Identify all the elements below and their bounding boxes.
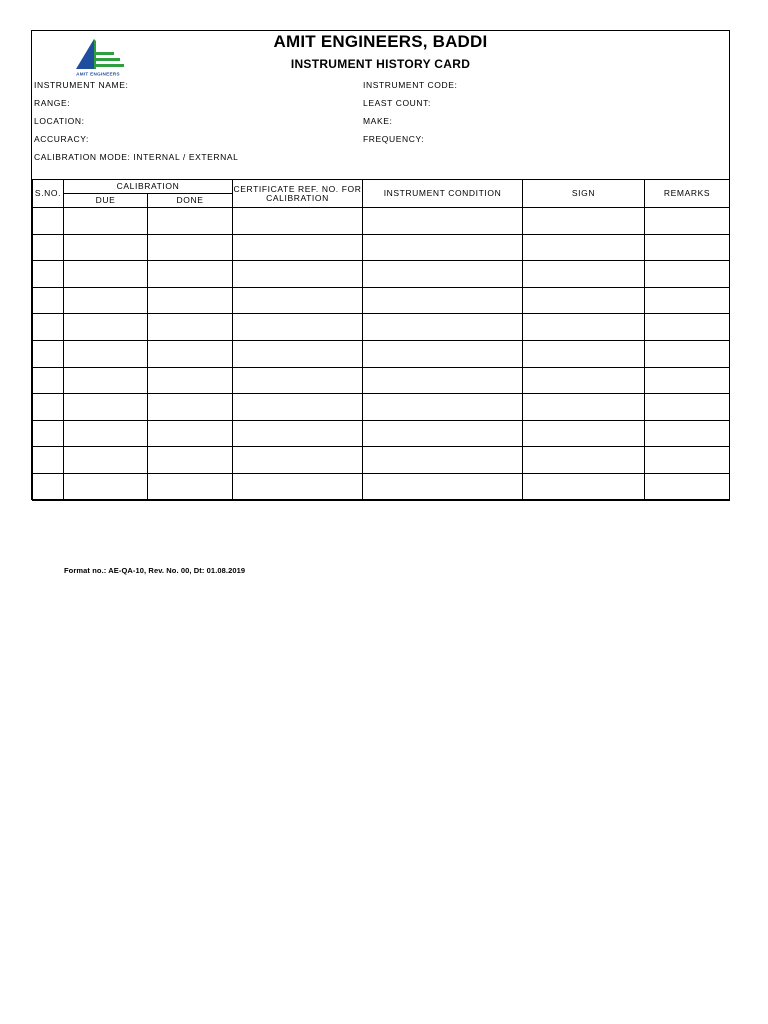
table-row — [33, 447, 730, 474]
calibration-header: CALIBRATION — [64, 180, 233, 194]
table-cell[interactable] — [233, 208, 363, 235]
certificate-header-line2: CALIBRATION — [266, 192, 329, 203]
svg-text:AMIT ENGINEERS: AMIT ENGINEERS — [76, 71, 120, 77]
table-cell[interactable] — [363, 394, 523, 421]
table-cell[interactable] — [64, 234, 148, 261]
table-row — [33, 420, 730, 447]
table-row — [33, 287, 730, 314]
table-cell[interactable] — [363, 234, 523, 261]
table-row — [33, 367, 730, 394]
make-label: MAKE: — [363, 116, 393, 126]
table-cell[interactable] — [233, 473, 363, 500]
table-cell[interactable] — [148, 420, 233, 447]
table-cell[interactable] — [148, 234, 233, 261]
table-cell[interactable] — [363, 314, 523, 341]
table-cell[interactable] — [645, 208, 730, 235]
table-cell[interactable] — [645, 394, 730, 421]
table-cell[interactable] — [33, 261, 64, 288]
table-cell[interactable] — [33, 420, 64, 447]
table-cell[interactable] — [148, 394, 233, 421]
table-cell[interactable] — [64, 287, 148, 314]
sno-header: S.NO. — [33, 180, 64, 208]
table-cell[interactable] — [523, 473, 645, 500]
table-cell[interactable] — [363, 447, 523, 474]
table-row — [33, 473, 730, 500]
table-cell[interactable] — [33, 340, 64, 367]
table-cell[interactable] — [645, 234, 730, 261]
table-cell[interactable] — [64, 394, 148, 421]
table-row — [33, 234, 730, 261]
table-row — [33, 394, 730, 421]
table-cell[interactable] — [148, 447, 233, 474]
table-cell[interactable] — [523, 394, 645, 421]
card-title: INSTRUMENT HISTORY CARD — [290, 57, 471, 71]
table-cell[interactable] — [645, 447, 730, 474]
table-cell[interactable] — [33, 447, 64, 474]
table-cell[interactable] — [33, 394, 64, 421]
table-cell[interactable] — [363, 473, 523, 500]
history-table — [32, 179, 730, 501]
table-cell[interactable] — [645, 314, 730, 341]
table-cell[interactable] — [148, 208, 233, 235]
table-cell[interactable] — [523, 367, 645, 394]
table-cell[interactable] — [64, 314, 148, 341]
table-cell[interactable] — [363, 367, 523, 394]
table-cell[interactable] — [233, 261, 363, 288]
condition-header: INSTRUMENT CONDITION — [363, 180, 523, 208]
table-cell[interactable] — [523, 314, 645, 341]
least-count-label: LEAST COUNT: — [363, 98, 431, 108]
table-cell[interactable] — [363, 420, 523, 447]
table-cell[interactable] — [645, 367, 730, 394]
table-cell[interactable] — [233, 367, 363, 394]
table-cell[interactable] — [148, 287, 233, 314]
table-cell[interactable] — [233, 314, 363, 341]
table-row — [33, 208, 730, 235]
table-cell[interactable] — [64, 340, 148, 367]
sign-header: SIGN — [523, 180, 645, 208]
instrument-code-label: INSTRUMENT CODE: — [363, 80, 458, 90]
table-cell[interactable] — [148, 367, 233, 394]
table-cell[interactable] — [523, 208, 645, 235]
table-cell[interactable] — [33, 473, 64, 500]
table-cell[interactable] — [64, 208, 148, 235]
table-cell[interactable] — [64, 447, 148, 474]
table-cell[interactable] — [523, 287, 645, 314]
done-header: DONE — [148, 194, 233, 208]
accuracy-label: ACCURACY: — [34, 134, 89, 144]
frequency-label: FREQUENCY: — [363, 134, 425, 144]
table-cell[interactable] — [148, 340, 233, 367]
table-cell[interactable] — [645, 261, 730, 288]
instrument-name-label: INSTRUMENT NAME: — [34, 80, 129, 90]
table-cell[interactable] — [33, 287, 64, 314]
location-label: LOCATION: — [34, 116, 85, 126]
table-cell[interactable] — [33, 208, 64, 235]
history-card — [31, 30, 730, 500]
table-cell[interactable] — [64, 420, 148, 447]
company-name: AMIT ENGINEERS, BADDI — [273, 32, 488, 51]
table-cell[interactable] — [363, 261, 523, 288]
history-table-body — [33, 208, 730, 501]
table-cell[interactable] — [33, 314, 64, 341]
table-cell[interactable] — [363, 208, 523, 235]
table-cell[interactable] — [233, 234, 363, 261]
table-cell[interactable] — [233, 287, 363, 314]
table-cell[interactable] — [233, 420, 363, 447]
table-cell[interactable] — [645, 473, 730, 500]
table-cell[interactable] — [645, 340, 730, 367]
table-cell[interactable] — [148, 473, 233, 500]
table-cell[interactable] — [64, 367, 148, 394]
table-cell[interactable] — [233, 447, 363, 474]
remarks-header: REMARKS — [645, 180, 730, 208]
certificate-header — [233, 180, 363, 208]
table-cell[interactable] — [645, 420, 730, 447]
certificate-header-line1: CERTIFICATE REF. NO. FOR — [233, 183, 362, 194]
table-cell[interactable] — [523, 420, 645, 447]
table-cell[interactable] — [33, 367, 64, 394]
table-cell[interactable] — [233, 340, 363, 367]
table-cell[interactable] — [523, 234, 645, 261]
range-label: RANGE: — [34, 98, 71, 108]
calibration-mode-label: CALIBRATION MODE: INTERNAL / EXTERNAL — [34, 152, 239, 162]
table-cell[interactable] — [64, 473, 148, 500]
table-cell[interactable] — [523, 447, 645, 474]
table-row — [33, 314, 730, 341]
table-cell[interactable] — [523, 261, 645, 288]
table-cell[interactable] — [33, 234, 64, 261]
table-row — [33, 340, 730, 367]
table-cell[interactable] — [64, 261, 148, 288]
table-cell[interactable] — [645, 287, 730, 314]
table-cell[interactable] — [363, 340, 523, 367]
format-number: Format no.: AE-QA-10, Rev. No. 00, Dt: 01.08.2019 — [64, 566, 246, 575]
table-cell[interactable] — [148, 314, 233, 341]
table-row — [33, 261, 730, 288]
table-cell[interactable] — [233, 394, 363, 421]
table-cell[interactable] — [363, 287, 523, 314]
due-header: DUE — [64, 194, 148, 208]
table-cell[interactable] — [523, 340, 645, 367]
table-cell[interactable] — [148, 261, 233, 288]
